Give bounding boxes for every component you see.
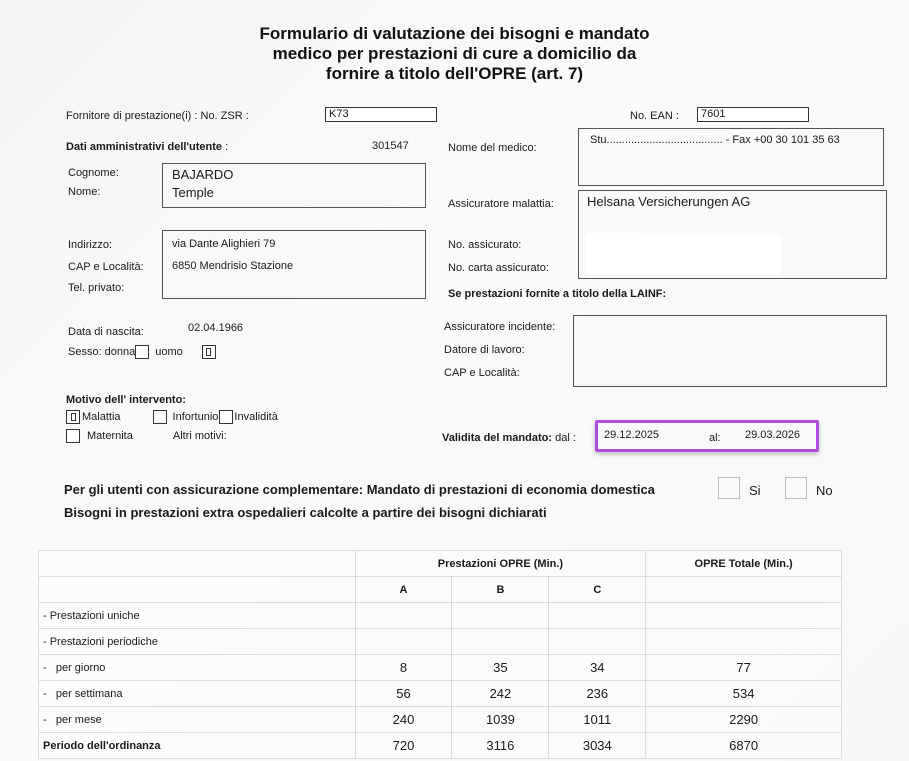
- ean-field[interactable]: 7601: [697, 107, 809, 122]
- indirizzo-label: Indirizzo:: [68, 239, 113, 251]
- row-label: Periodo dell'ordinanza: [39, 733, 356, 759]
- table-row-period: [39, 733, 842, 759]
- admin-section-label: Dati amministrativi dell'utente: [66, 141, 223, 153]
- sex-row: [68, 345, 216, 359]
- table-row: [39, 629, 842, 655]
- validity-al-label: al:: [709, 432, 721, 444]
- doctor-box: [578, 128, 884, 186]
- cell-a: 720: [355, 733, 452, 759]
- admin-section-suffix: :: [222, 141, 229, 153]
- cap-value[interactable]: 6850 Mendrisio Stazione: [172, 260, 294, 272]
- patient-id: 301547: [372, 140, 409, 152]
- sex-male-checkbox[interactable]: [202, 345, 216, 359]
- form-title-line-2: medico per prestazioni di cure a domicilio da: [272, 44, 637, 63]
- lainf-box[interactable]: [573, 315, 887, 387]
- cell-c: 3034: [549, 733, 646, 759]
- cell-a: 56: [355, 681, 452, 707]
- sex-female-checkbox[interactable]: [135, 345, 149, 359]
- table-row: [39, 603, 842, 629]
- complementary-text: Per gli utenti con assicurazione complementare: Mandato di prestazioni di economia domestica: [64, 482, 655, 497]
- motivo-row-2: [66, 429, 227, 443]
- cell-a: 240: [355, 707, 452, 733]
- sex-male-label: uomo: [155, 346, 183, 358]
- cognome-label: Cognome:: [68, 167, 119, 179]
- form-title-line-1: Formulario di valutazione dei bisogni e mandato: [259, 24, 650, 43]
- column-header-b: B: [452, 577, 549, 603]
- maternita-checkbox[interactable]: [66, 429, 80, 443]
- cell-b: 1039: [452, 707, 549, 733]
- nome-label: Nome:: [68, 186, 101, 198]
- address-box: [162, 230, 426, 299]
- row-label: - per settimana: [39, 681, 356, 707]
- table-subheader-empty: [39, 577, 356, 603]
- row-label: - per mese: [39, 707, 356, 733]
- altri-motivi-label: Altri motivi:: [172, 430, 227, 442]
- row-label: - per giorno: [39, 655, 356, 681]
- table-header-row-2: [39, 577, 842, 603]
- infortunio-checkbox[interactable]: [153, 410, 167, 424]
- lainf-cap-label: CAP e Località:: [444, 367, 520, 379]
- validity-al-value[interactable]: 29.03.2026: [745, 429, 801, 441]
- complementary-si-checkbox[interactable]: [718, 477, 740, 499]
- infortunio-label: Infortunio: [172, 411, 219, 423]
- table-total-header: OPRE Totale (Min.): [646, 551, 842, 577]
- row-label: - Prestazioni uniche: [39, 603, 356, 629]
- zsr-field[interactable]: K73: [325, 107, 437, 122]
- cell-total: 2290: [646, 707, 842, 733]
- complementary-no-checkbox[interactable]: [785, 477, 807, 499]
- table-row: [39, 681, 842, 707]
- validity-label: Validita del mandato:: [442, 432, 553, 444]
- cell-a: [355, 629, 452, 655]
- datore-label: Datore di lavoro:: [444, 344, 525, 356]
- cell-total: 6870: [646, 733, 842, 759]
- invalidita-checkbox[interactable]: [219, 410, 233, 424]
- table-header-row-1: [39, 551, 842, 577]
- row-label: - Prestazioni periodiche: [39, 629, 356, 655]
- provider-label: Fornitore di prestazione(i) : No. ZSR :: [66, 110, 249, 122]
- malattia-checkbox[interactable]: [66, 410, 80, 424]
- cell-c: [549, 629, 646, 655]
- motivo-row-1: [66, 410, 278, 424]
- carta-label: No. carta assicurato:: [448, 262, 549, 274]
- needs-subheading: Bisogni in prestazioni extra ospedalieri calcolte a partire dei bisogni dichiarati: [64, 505, 547, 520]
- indirizzo-value[interactable]: via Dante Alighieri 79: [172, 238, 276, 250]
- cell-a: [355, 603, 452, 629]
- doctor-value[interactable]: Stu...................................... - Fax +00 30 101 35 63: [590, 134, 840, 146]
- table-header-empty: [39, 551, 356, 577]
- maternita-label: Maternita: [87, 430, 133, 442]
- tel-label: Tel. privato:: [68, 282, 125, 294]
- cell-total: [646, 603, 842, 629]
- incidente-label: Assicuratore incidente:: [444, 321, 556, 333]
- cell-c: [549, 603, 646, 629]
- form-title: [0, 24, 909, 84]
- cell-total: 534: [646, 681, 842, 707]
- cell-b: [452, 629, 549, 655]
- validity-dal-label: dal :: [552, 432, 576, 444]
- malattia-label: Malattia: [82, 411, 121, 423]
- column-header-a: A: [355, 577, 452, 603]
- validity-dal-value[interactable]: 29.12.2025: [604, 429, 660, 441]
- sex-female-label: Sesso: donna: [68, 346, 136, 358]
- cell-c: 34: [549, 655, 646, 681]
- assicurato-label: No. assicurato:: [448, 239, 522, 251]
- ean-label: No. EAN :: [630, 110, 679, 122]
- column-header-c: C: [549, 577, 646, 603]
- nome-value[interactable]: Temple: [172, 185, 214, 200]
- insurance-box: [578, 190, 887, 279]
- cell-b: 35: [452, 655, 549, 681]
- validity-label-group: [442, 432, 576, 444]
- invalidita-label: Invalidità: [234, 411, 278, 423]
- birth-value: 02.04.1966: [188, 322, 244, 334]
- malattia-value[interactable]: Helsana Versicherungen AG: [587, 194, 751, 209]
- cell-c: 236: [549, 681, 646, 707]
- complementary-si-label: Si: [749, 483, 761, 498]
- motivo-heading: Motivo dell' intervento:: [66, 394, 186, 406]
- complementary-no-label: No: [816, 483, 833, 498]
- cell-a: 8: [355, 655, 452, 681]
- opre-table: [38, 550, 842, 759]
- admin-section-heading: [66, 141, 228, 153]
- table-row: [39, 655, 842, 681]
- cell-total: 77: [646, 655, 842, 681]
- doctor-label: Nome del medico:: [448, 142, 537, 154]
- name-box: [162, 163, 426, 208]
- redacted-insurance-numbers: [586, 233, 781, 275]
- form-title-line-3: fornire a titolo dell'OPRE (art. 7): [325, 64, 584, 83]
- cell-c: 1011: [549, 707, 646, 733]
- table-subheader-total-empty: [646, 577, 842, 603]
- cognome-value[interactable]: BAJARDO: [172, 167, 234, 182]
- cell-total: [646, 629, 842, 655]
- cell-b: 3116: [452, 733, 549, 759]
- cell-b: [452, 603, 549, 629]
- malattia-label: Assicuratore malattia:: [448, 198, 554, 210]
- cap-label: CAP e Località:: [68, 261, 144, 273]
- table-group-header: Prestazioni OPRE (Min.): [355, 551, 646, 577]
- cell-b: 242: [452, 681, 549, 707]
- table-row: [39, 707, 842, 733]
- lainf-heading: Se prestazioni fornite a titolo della LAINF:: [448, 288, 667, 300]
- birth-label: Data di nascita:: [68, 326, 144, 338]
